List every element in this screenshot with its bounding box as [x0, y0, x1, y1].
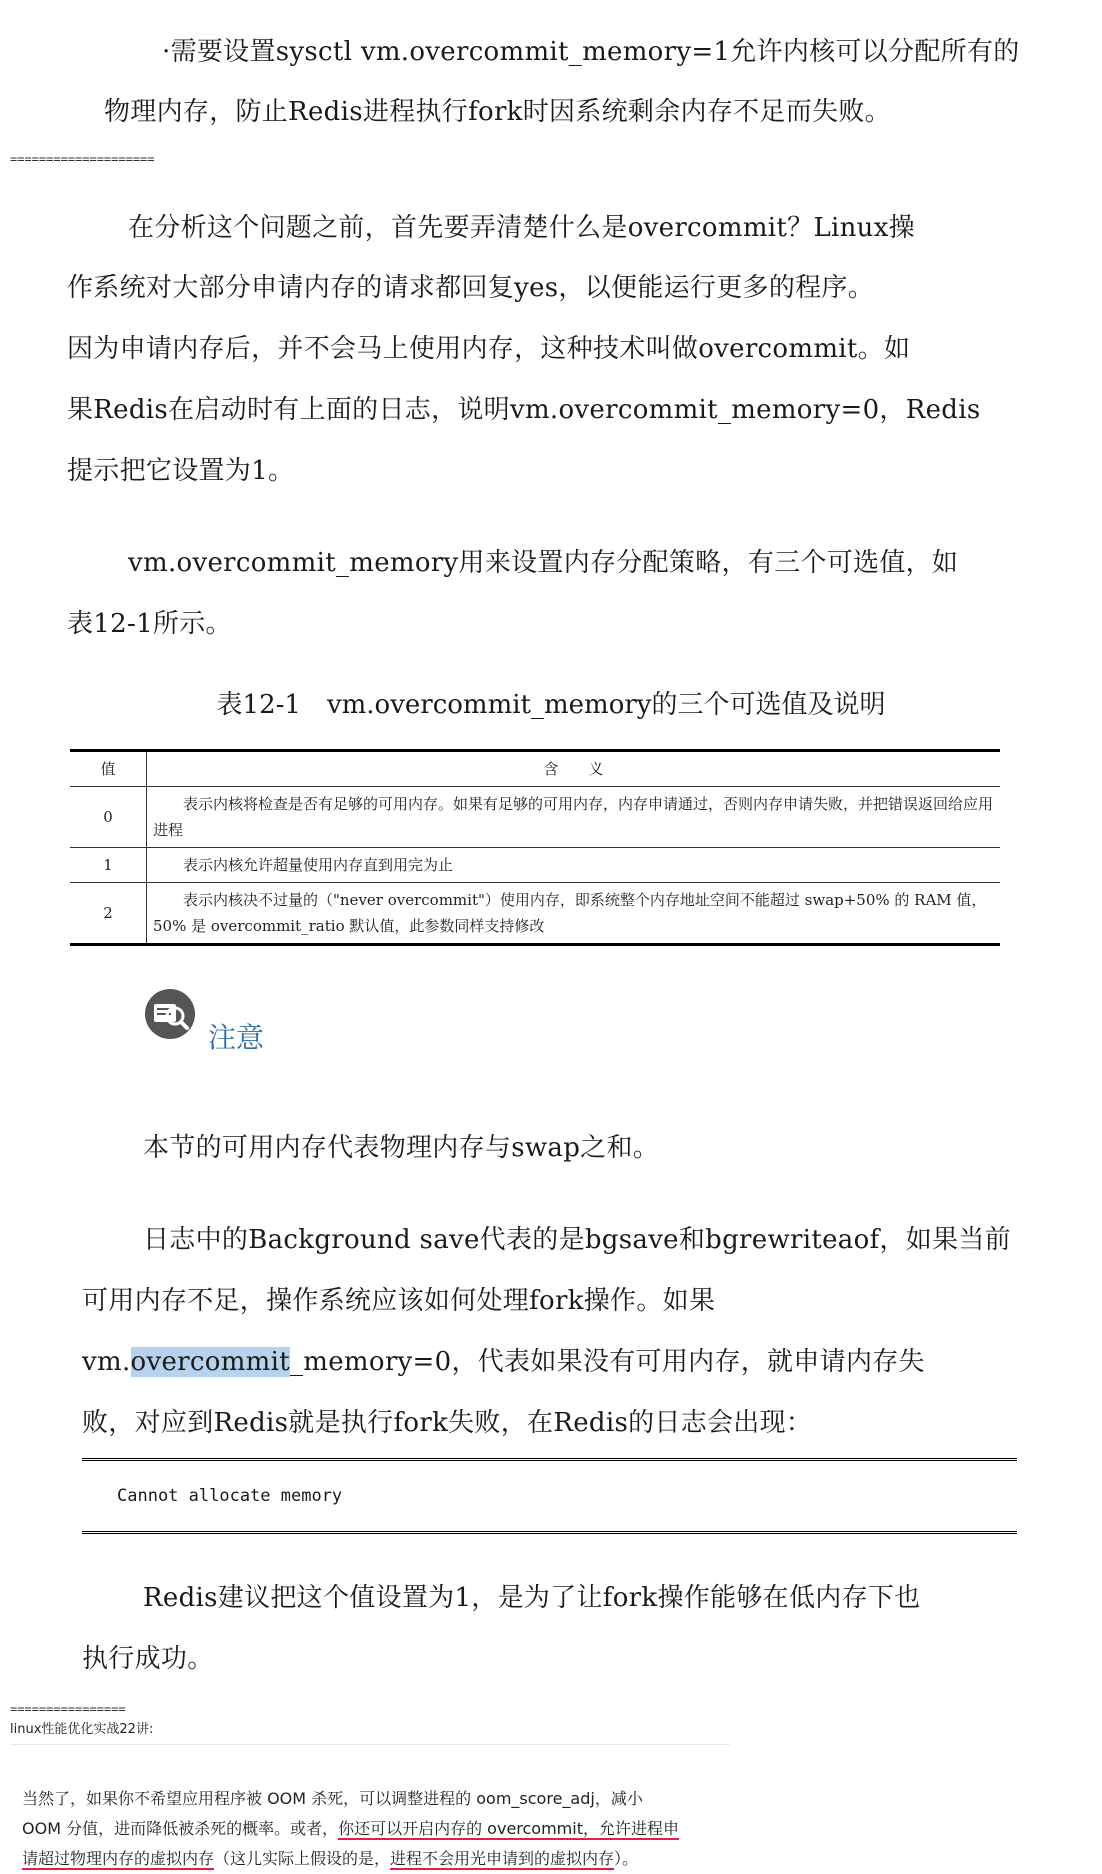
para3-line1: vm.overcommit_memory用来设置内存分配策略，有三个可选值，如: [128, 548, 959, 578]
para2-line5: 提示把它设置为1。: [67, 456, 295, 486]
cell-value: 2: [70, 883, 147, 945]
highlighted-text[interactable]: overcommit: [130, 1347, 290, 1377]
underlined-text: 你还可以开启内存的 overcommit，允许进程申: [338, 1819, 679, 1838]
quote-line3-b: （这儿实际上假设的是，: [214, 1849, 391, 1868]
para6-line2: 执行成功。: [82, 1644, 214, 1674]
code-block: [82, 1458, 1017, 1534]
divider: [10, 1744, 730, 1745]
para5-line3-post: _memory=0，代表如果没有可用内存，就申请内存失: [289, 1347, 925, 1377]
table-caption: 表12-1 vm.overcommit_memory的三个可选值及说明: [216, 690, 886, 720]
quote-line2: [22, 1814, 679, 1844]
header-meaning: 含 义: [147, 751, 1001, 787]
table-row: [70, 848, 1000, 883]
cell-value: 0: [70, 787, 147, 848]
header-value: 值: [70, 751, 147, 787]
cell-value: 1: [70, 848, 147, 883]
table-row: [70, 883, 1000, 945]
cell-meaning: 表示内核将检查是否有足够的可用内存。如果有足够的可用内存，内存申请通过，否则内存申请失败，并把错误返回给应用进程: [147, 787, 1001, 848]
para5-line4: 败，对应到Redis就是执行fork失败，在Redis的日志会出现：: [82, 1408, 813, 1438]
para1-line2: 物理内存，防止Redis进程执行fork时因系统剩余内存不足而失败。: [104, 97, 891, 127]
para5-line1: 日志中的Background save代表的是bgsave和bgrewriteaof，如果当前: [143, 1225, 1011, 1255]
table-row: [70, 787, 1000, 848]
quote-line3-d: ）。: [614, 1849, 639, 1868]
quote-line1: 当然了，如果你不希望应用程序被 OOM 杀死，可以调整进程的 oom_score_adj，减小: [22, 1789, 643, 1808]
separator-1: ====================: [10, 152, 155, 166]
para2-line3: 因为申请内存后，并不会马上使用内存，这种技术叫做overcommit。如: [67, 334, 911, 364]
para6-line1: Redis建议把这个值设置为1，是为了让fork操作能够在低内存下也: [143, 1583, 921, 1613]
quote-line2-a: OOM 分值，进而降低被杀死的概率。或者，: [22, 1819, 339, 1838]
note-label: 注意: [208, 1021, 265, 1054]
para2-line1: 在分析这个问题之前，首先要弄清楚什么是overcommit？Linux操: [128, 213, 915, 243]
underlined-text: 请超过物理内存的虚拟内存: [22, 1849, 215, 1868]
para5-line3: [82, 1332, 925, 1392]
para5-line2: 可用内存不足，操作系统应该如何处理fork操作。如果: [82, 1286, 716, 1316]
magnifier-note-icon: [144, 988, 196, 1040]
code-text: Cannot allocate memory: [117, 1486, 343, 1506]
separator-2: ================: [10, 1702, 126, 1716]
table-header-row: [70, 751, 1000, 787]
para3-line2: 表12-1所示。: [67, 609, 232, 639]
para4: 本节的可用内存代表物理内存与swap之和。: [143, 1133, 660, 1163]
underlined-text: 进程不会用光申请到的虚拟内存: [390, 1849, 615, 1868]
cell-meaning: 表示内核决不过量的（"never overcommit"）使用内存，即系统整个内存地址空间不能超过 swap+50% 的 RAM 值，50% 是 overcommit_ratio 默认值，此参数同样支持修改: [147, 883, 1001, 945]
para5-line3-pre: vm.: [82, 1347, 131, 1377]
source-label: linux性能优化实战22讲:: [10, 1722, 154, 1737]
para2-line2: 作系统对大部分申请内存的请求都回复yes，以便能运行更多的程序。: [67, 273, 875, 303]
cell-meaning: 表示内核允许超量使用内存直到用完为止: [147, 848, 1001, 883]
quote-line3: [22, 1844, 638, 1874]
para1-line1: ·需要设置sysctl vm.overcommit_memory=1允许内核可以分配所有的: [162, 37, 1020, 67]
para2-line4: 果Redis在启动时有上面的日志，说明vm.overcommit_memory=0，Redis: [67, 395, 981, 425]
options-table: [70, 749, 1000, 946]
